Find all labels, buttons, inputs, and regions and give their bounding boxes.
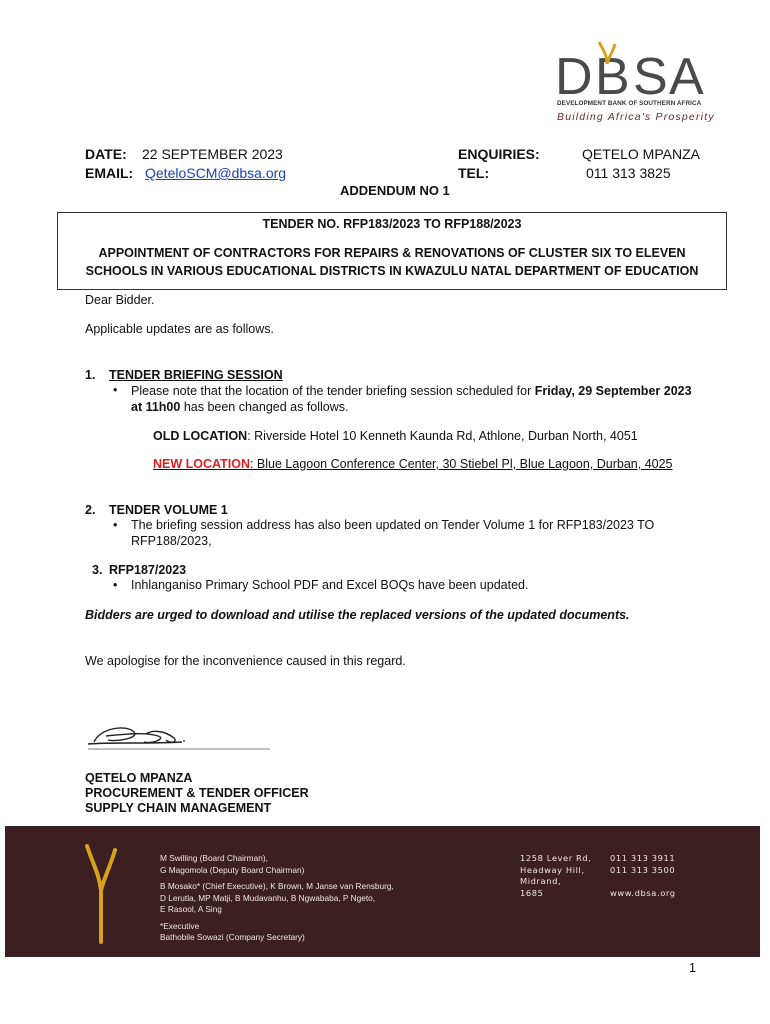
email-link[interactable]: QeteloSCM@dbsa.org — [145, 165, 287, 181]
tel-label: TEL: — [458, 165, 490, 181]
section3-title: RFP187/2023 — [109, 563, 187, 577]
footer-phone1: 011 313 3911 — [610, 853, 676, 863]
footer-addr-line1: 1258 Lever Rd, — [520, 853, 592, 863]
footer-board-line4: D Lerutla, MP Matji, B Mudavanhu, B Ngwababa, P Ngeto, — [160, 892, 376, 903]
old-location-value: : Riverside Hotel 10 Kenneth Kaunda Rd, Athlone, Durban North, 4051 — [247, 429, 638, 443]
email-label: EMAIL: — [85, 165, 134, 181]
section2-title: TENDER VOLUME 1 — [109, 503, 228, 517]
new-location — [153, 457, 673, 471]
bullet-icon: • — [113, 578, 118, 592]
footer-address — [520, 853, 591, 899]
footer-phone2: 011 313 3500 — [610, 864, 676, 875]
logo-full-name: DEVELOPMENT BANK OF SOUTHERN AFRICA — [557, 100, 702, 107]
old-location — [153, 429, 638, 443]
date-label: DATE: — [85, 146, 127, 162]
svg-text:B: B — [595, 48, 630, 106]
signoff-dept: SUPPLY CHAIN MANAGEMENT — [85, 801, 272, 815]
enquiries-label: ENQUIRIES: — [458, 146, 540, 162]
footer-addr-line3: Midrand, — [520, 876, 562, 886]
svg-text:D: D — [555, 48, 593, 106]
date-value: 22 SEPTEMBER 2023 — [142, 146, 283, 162]
footer-addr-line4: 1685 — [520, 887, 544, 898]
section3-number: 3. — [92, 563, 103, 577]
section1-bullet — [131, 383, 711, 415]
footer-addr-line2: Headway Hill, — [520, 864, 585, 875]
footer-board-line2: G Magomola (Deputy Board Chairman) — [160, 864, 305, 875]
footer-board-line1: M Swilling (Board Chairman), — [160, 853, 268, 863]
section1-bullet-post: has been changed as follows. — [180, 400, 349, 414]
footer-website[interactable]: www.dbsa.org — [610, 887, 676, 898]
intro-text: Applicable updates are as follows. — [85, 322, 275, 336]
tel-value: 011 313 3825 — [586, 165, 671, 181]
new-location-label: NEW LOCATION — [153, 457, 250, 471]
urge-text: Bidders are urged to download and utilise the replaced versions of the updated documents. — [85, 608, 630, 622]
footer-band — [5, 826, 760, 957]
tender-title-line1: APPOINTMENT OF CONTRACTORS FOR REPAIRS & RENOVATIONS OF CLUSTER SIX TO ELEVEN — [98, 246, 686, 260]
footer-secretary: Bathobile Sowazi (Company Secretary) — [160, 932, 305, 942]
new-location-value: : Blue Lagoon Conference Center, 30 Stiebel Pl, Blue Lagoon, Durban, 4025 — [249, 457, 673, 471]
logo-tagline: Building Africa's Prosperity — [557, 111, 715, 123]
tender-number: TENDER NO. RFP183/2023 TO RFP188/2023 — [262, 217, 522, 231]
addendum-title: ADDENDUM NO 1 — [340, 183, 450, 198]
section2-number: 2. — [85, 503, 96, 517]
footer-board-line5: E Rasool, A Sing — [160, 904, 222, 914]
dbsa-logo-mark — [555, 38, 715, 108]
old-location-label: OLD LOCATION — [153, 429, 248, 443]
svg-text:S: S — [633, 48, 668, 106]
section1-title: TENDER BRIEFING SESSION — [109, 368, 283, 382]
section2-bullet-line1: The briefing session address has also been updated on Tender Volume 1 for RFP183/2023 TO — [131, 518, 655, 532]
section3-bullet: Inhlanganiso Primary School PDF and Excel BOQs have been updated. — [131, 578, 529, 592]
dbsa-logo — [555, 38, 715, 128]
signoff-name: QETELO MPANZA — [85, 771, 193, 785]
apology-text: We apologise for the inconvenience caused in this regard. — [85, 654, 406, 668]
enquiries-value: QETELO MPANZA — [582, 146, 700, 162]
footer-contact — [610, 853, 676, 899]
page-number: 1 — [689, 961, 696, 975]
signature-image — [86, 722, 276, 754]
footer-board — [160, 853, 394, 944]
tender-box — [57, 212, 727, 290]
tender-title-line2: SCHOOLS IN VARIOUS EDUCATIONAL DISTRICTS IN KWAZULU NATAL DEPARTMENT OF EDUCATION — [85, 264, 699, 278]
footer-board-line3: B Mosako* (Chief Executive), K Brown, M Janse van Rensburg, — [160, 881, 394, 891]
greeting: Dear Bidder. — [85, 293, 155, 307]
svg-text:A: A — [669, 48, 704, 106]
dbsa-mark-icon — [83, 844, 119, 944]
signoff-title: PROCUREMENT & TENDER OFFICER — [85, 786, 309, 800]
section1-bullet-pre: Please note that the location of the tender briefing session scheduled for — [131, 384, 535, 398]
bullet-icon: • — [113, 518, 118, 532]
section1-bullet-time: at 11h00 — [131, 400, 181, 414]
section1-number: 1. — [85, 368, 96, 382]
footer-exec-note: *Executive — [160, 920, 200, 931]
section1-bullet-date: Friday, 29 September 2023 — [534, 384, 692, 398]
bullet-icon: • — [113, 383, 118, 397]
section2-bullet-line2: RFP188/2023, — [131, 534, 212, 548]
